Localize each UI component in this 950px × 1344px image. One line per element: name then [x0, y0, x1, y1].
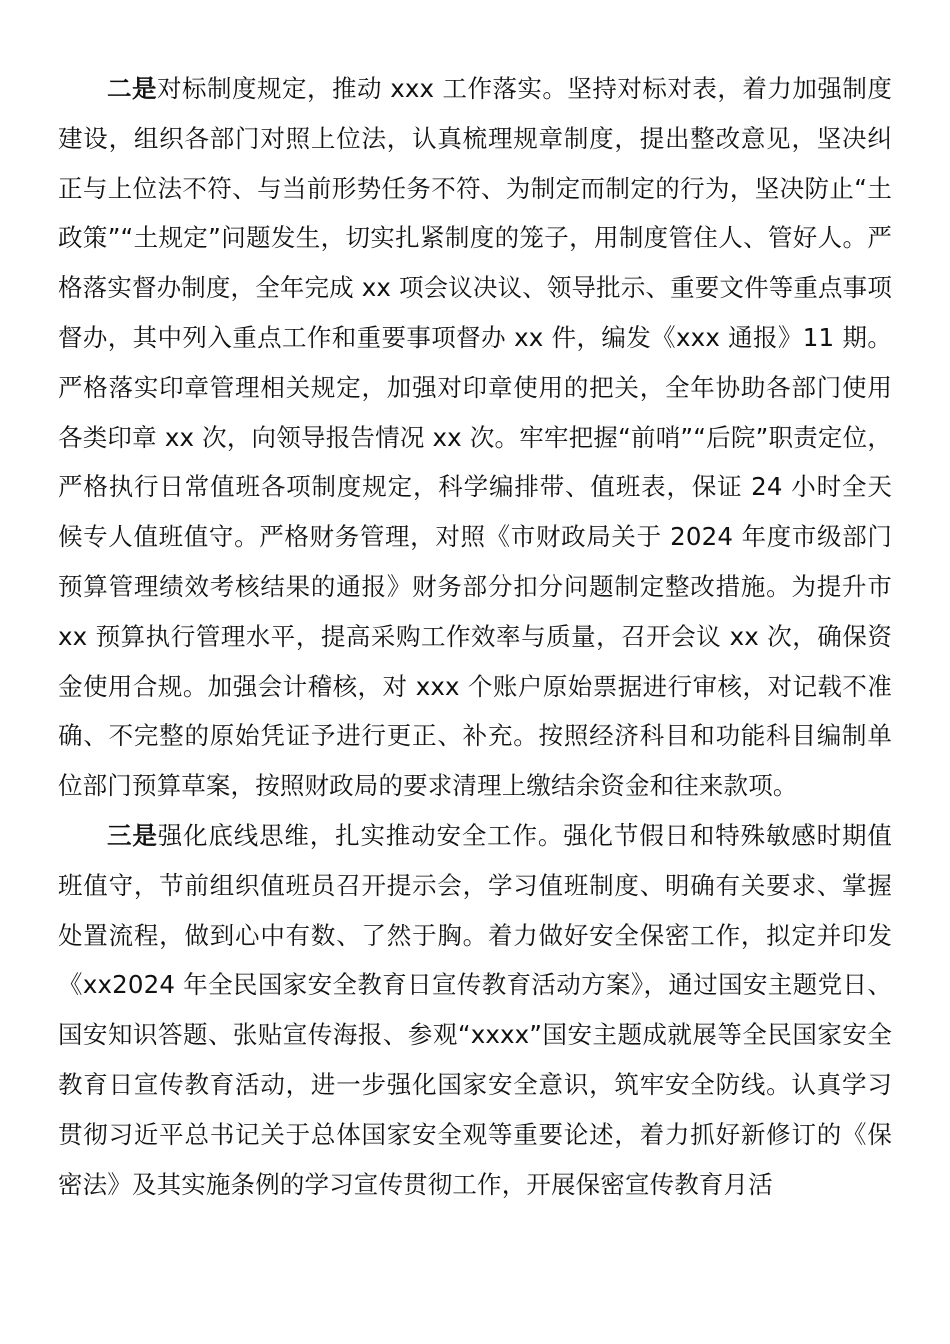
paragraph-two: [58, 64, 892, 811]
document-body: [58, 64, 892, 1209]
paragraph-text: 强化底线思维，扎实推动安全工作。强化节假日和特殊敏感时期值班值守，节前组织值班员召开提示会，学习值班制度、明确有关要求、掌握处置流程，做到心中有数、了然于胸。着力做好安全保密工作，拟定并印发《xx2024 年全民国家安全教育日宣传教育活动方案》，通过国安主题党日、国安知识答题、张贴宣传海报、参观“xxxx”国安主题成就展等全民国家安全教育日宣传教育活动，进一步强化国家安全意识，筑牢安全防线。认真学习贯彻习近平总书记关于总体国家安全观等重要论述，着力抓好新修订的《保密法》及其实施条例的学习宣传贯彻工作，开展保密宣传教育月活: [58, 820, 892, 1199]
paragraph-lead: 三是: [107, 820, 158, 850]
paragraph-text: 对标制度规定，推动 xxx 工作落实。坚持对标对表，着力加强制度建设，组织各部门对照上位法，认真梳理规章制度，提出整改意见，坚决纠正与上位法不符、与当前形势任务不符、为制定而制定的行为，坚决防止“土政策”“土规定”问题发生，切实扎紧制度的笼子，用制度管住人、管好人。严格落实督办制度，全年完成 xx 项会议决议、领导批示、重要文件等重点事项督办，其中列入重点工作和重要事项督办 xx 件，编发《xxx 通报》11 期。严格落实印章管理相关规定，加强对印章使用的把关，全年协助各部门使用各类印章 xx 次，向领导报告情况 xx 次。牢牢把握“前哨”“后院”职责定位，严格执行日常值班各项制度规定，科学编排带、值班表，保证 24 小时全天候专人值班值守。严格财务管理，对照《市财政局关于 2024 年度市级部门预算管理绩效考核结果的通报》财务部分扣分问题制定整改措施。为提升市 xx 预算执行管理水平，提高采购工作效率与质量，召开会议 xx 次，确保资金使用合规。加强会计稽核，对 xxx 个账户原始票据进行审核，对记载不准确、不完整的原始凭证予进行更正、补充。按照经济科目和功能科目编制单位部门预算草案，按照财政局的要求清理上缴结余资金和往来款项。: [58, 74, 892, 801]
paragraph-three: [58, 811, 892, 1209]
paragraph-lead: 二是: [107, 74, 157, 103]
